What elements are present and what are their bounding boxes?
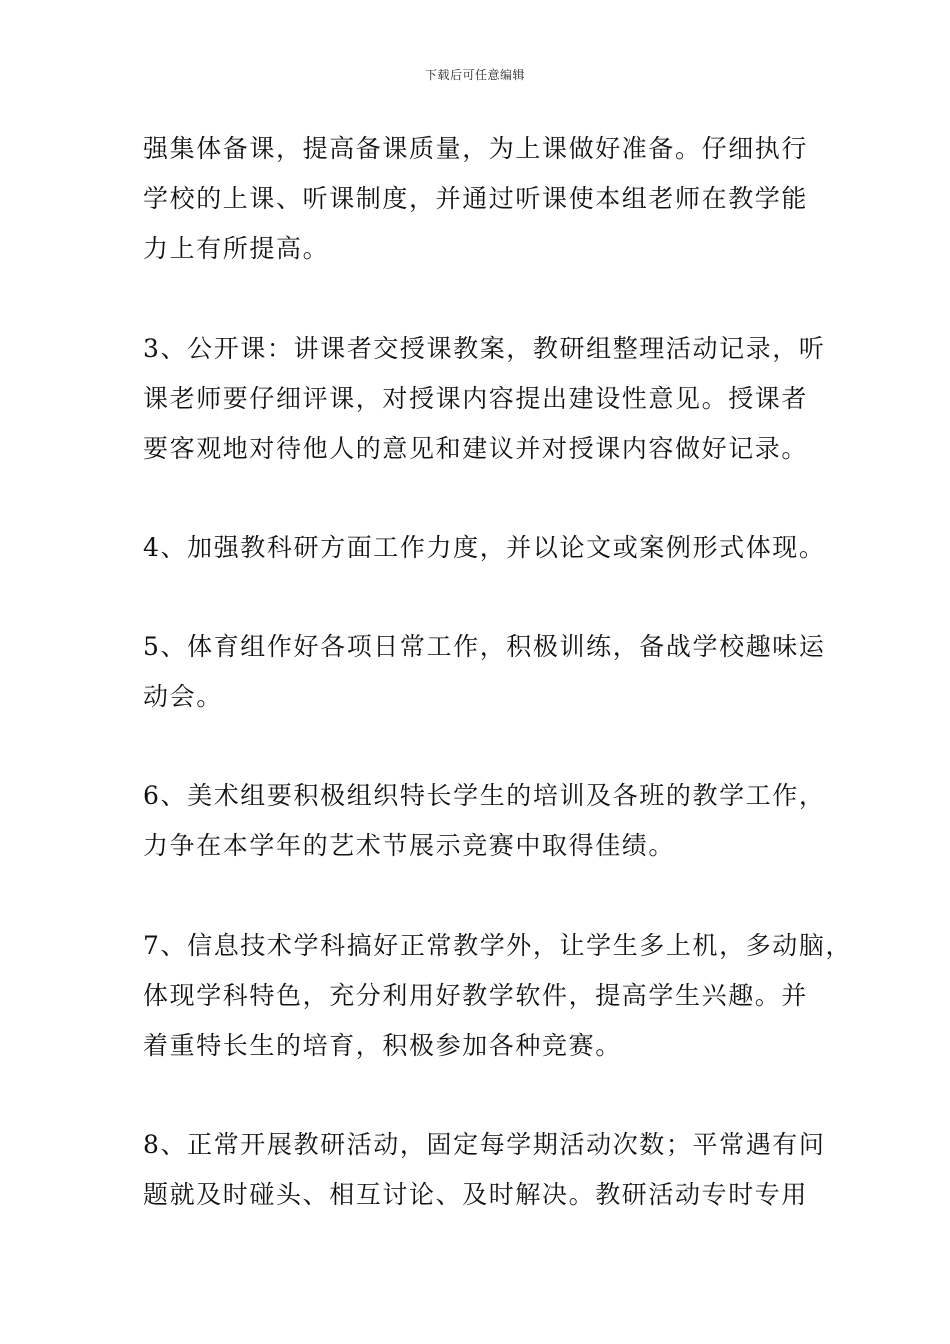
text-line: 强集体备课，提高备课质量，为上课做好准备。仔细执行 [143,134,809,163]
text-line: 要客观地对待他人的意见和建议并对授课内容做好记录。 [143,434,809,463]
text-line: 8、正常开展教研活动，固定每学期活动次数；平常遇有问 [143,1130,826,1159]
text-line: 3、公开课：讲课者交授课教案，教研组整理活动记录，听 [143,334,826,363]
text-line: 课老师要仔细评课，对授课内容提出建设性意见。授课者 [143,384,809,413]
text-line: 学校的上课、听课制度，并通过听课使本组老师在教学能 [143,184,809,213]
text-line: 力上有所提高。 [143,234,330,263]
text-line: 4、加强教科研方面工作力度，并以论文或案例形式体现。 [143,533,826,562]
page-header: 下载后可任意编辑 [424,68,525,82]
text-line: 7、信息技术学科搞好正常教学外，让学生多上机，多动脑， [143,931,853,960]
text-line: 体现学科特色，充分利用好教学软件，提高学生兴趣。并 [143,981,809,1010]
text-line: 6、美术组要积极组织特长学生的培训及各班的教学工作， [143,781,826,810]
text-line: 5、体育组作好各项日常工作，积极训练，备战学校趣味运 [143,632,826,661]
text-line: 动会。 [143,682,223,711]
text-line: 着重特长生的培育，积极参加各种竞赛。 [143,1031,622,1060]
text-line: 力争在本学年的艺术节展示竞赛中取得佳绩。 [143,831,676,860]
text-line: 题就及时碰头、相互讨论、及时解决。教研活动专时专用 [143,1180,809,1209]
